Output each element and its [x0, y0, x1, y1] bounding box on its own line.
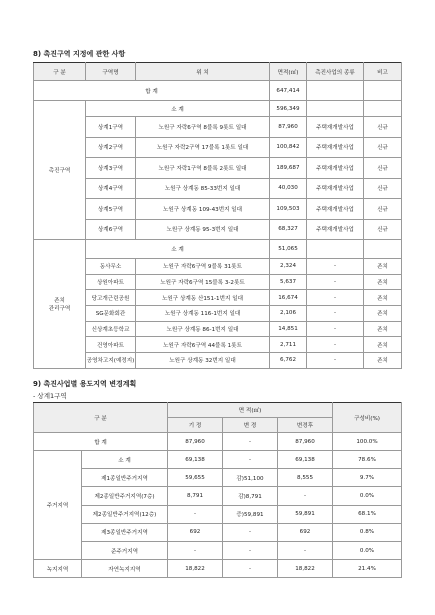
col-header-project-type: 촉진사업의 종류 — [307, 63, 364, 81]
zone-location: 노원구 상계동 85-33번지 일대 — [136, 178, 270, 199]
zone-type: - — [307, 259, 364, 275]
table-row — [34, 505, 402, 523]
group-name-line2: 관리구역 — [48, 305, 71, 312]
row-ratio: 0.0% — [333, 541, 402, 559]
col-header-category: 구 분 — [34, 403, 168, 433]
zone-area: 100,842 — [270, 137, 307, 158]
total-after: 87,960 — [278, 433, 333, 451]
row-label: 소 계 — [82, 451, 168, 469]
zone-name: 상계5구역 — [86, 199, 136, 220]
table-row — [34, 337, 402, 353]
zone-location: 노원구 상계동 86-1번지 일대 — [136, 321, 270, 337]
table-row — [34, 451, 402, 469]
zone-location: 노원구 자락6구역 15블록 3-2롯트 — [136, 274, 270, 290]
table-row — [34, 259, 402, 275]
row-after: 69,138 — [278, 451, 333, 469]
row-existing: 692 — [168, 523, 223, 541]
zone-area: 2,324 — [270, 259, 307, 275]
table-row — [34, 240, 402, 259]
zone-area: 189,687 — [270, 158, 307, 179]
subtotal-area: 51,065 — [270, 240, 307, 259]
table-row — [34, 178, 402, 199]
zone-type: 주택재개발사업 — [307, 178, 364, 199]
zone-area: 2,106 — [270, 306, 307, 322]
zone-name: 당고개근린공원 — [86, 290, 136, 306]
group-name: 녹지지역 — [34, 560, 82, 578]
row-existing: 69,138 — [168, 451, 223, 469]
zone-note: 존치 — [364, 337, 402, 353]
subtotal-label: 소 계 — [86, 101, 270, 117]
row-ratio: 0.8% — [333, 523, 402, 541]
zone-area: 14,851 — [270, 321, 307, 337]
zone-note: 존치 — [364, 321, 402, 337]
zone-area: 16,674 — [270, 290, 307, 306]
zone-name: 공영차고지(예정지) — [86, 353, 136, 369]
zone-name: 상계2구역 — [86, 137, 136, 158]
zone-location: 노원구 자락6구역 9블록 31롯트 — [136, 259, 270, 275]
zone-area: 87,960 — [270, 117, 307, 138]
zone-location: 노원구 자락6구역 44블록 1롯트 — [136, 337, 270, 353]
row-ratio: 68.1% — [333, 505, 402, 523]
zone-name: 상계6구역 — [86, 219, 136, 240]
zone-name: 동사무소 — [86, 259, 136, 275]
total-area: 647,414 — [270, 81, 307, 101]
zone-area: 40,030 — [270, 178, 307, 199]
row-ratio: 78.6% — [333, 451, 402, 469]
row-after: - — [278, 541, 333, 559]
col-header-after: 변경후 — [278, 418, 333, 433]
row-label: 제2종일반주거지역(7층) — [82, 487, 168, 505]
row-change: 감)8,791 — [223, 487, 278, 505]
table-row — [34, 219, 402, 240]
col-header-zone-name: 구역명 — [86, 63, 136, 81]
zone-type: 주택재개발사업 — [307, 219, 364, 240]
row-ratio: 0.0% — [333, 487, 402, 505]
table-row — [34, 487, 402, 505]
col-header-ratio: 구성비(%) — [333, 403, 402, 433]
table-row — [34, 117, 402, 138]
zone-location: 노원구 상계동 109-43번지 일대 — [136, 199, 270, 220]
zone-type: 주택재개발사업 — [307, 199, 364, 220]
row-change: - — [223, 541, 278, 559]
group-name-line1: 존치 — [54, 297, 65, 304]
zone-location: 노원구 자락6구역 8블록 9롯트 일대 — [136, 117, 270, 138]
zone-note: 존치 — [364, 306, 402, 322]
zone-area: 68,327 — [270, 219, 307, 240]
zone-type: - — [307, 306, 364, 322]
row-existing: - — [168, 541, 223, 559]
zone-name: 상원아파트 — [86, 274, 136, 290]
col-header-area: 면 적(㎡) — [168, 403, 333, 418]
zone-note: 존치 — [364, 353, 402, 369]
row-change: - — [223, 560, 278, 578]
subtotal-area: 596,349 — [270, 101, 307, 117]
row-change: 증)59,891 — [223, 505, 278, 523]
zone-note: 존치 — [364, 259, 402, 275]
zone-area: 6,762 — [270, 353, 307, 369]
section-9-title: 9) 촉진사업별 용도지역 변경계획 — [33, 380, 137, 388]
group-name: 주거지역 — [34, 451, 82, 560]
subtotal-label: 소 계 — [86, 240, 270, 259]
zone-name: 건영아파트 — [86, 337, 136, 353]
zone-type: - — [307, 353, 364, 369]
land-use-change-table — [33, 402, 402, 578]
zone-type: - — [307, 337, 364, 353]
zone-area: 109,503 — [270, 199, 307, 220]
table-row — [34, 274, 402, 290]
col-header-existing: 기 정 — [168, 418, 223, 433]
total-change: - — [223, 433, 278, 451]
row-existing: 59,655 — [168, 469, 223, 487]
zone-location: 노원구 자락2구역 17블록 1롯트 일대 — [136, 137, 270, 158]
col-header-location: 위 치 — [136, 63, 270, 81]
zone-type: 주택재개발사업 — [307, 158, 364, 179]
row-after: 692 — [278, 523, 333, 541]
row-label: 준주거지역 — [82, 541, 168, 559]
zone-note: 신규 — [364, 178, 402, 199]
table-row — [34, 306, 402, 322]
zone-type: - — [307, 290, 364, 306]
table-row — [34, 353, 402, 369]
zone-area: 2,711 — [270, 337, 307, 353]
zone-type: - — [307, 274, 364, 290]
zone-note: 신규 — [364, 158, 402, 179]
table-row — [34, 199, 402, 220]
group-name — [34, 240, 86, 369]
row-existing: 18,822 — [168, 560, 223, 578]
zone-note: 신규 — [364, 137, 402, 158]
section-8-title: 8) 촉진구역 지정에 관한 사항 — [33, 50, 126, 58]
zone-location: 노원구 상계동 32번지 일대 — [136, 353, 270, 369]
total-row — [34, 81, 402, 101]
zone-name: 상계4구역 — [86, 178, 136, 199]
row-after: 59,891 — [278, 505, 333, 523]
table-row — [34, 137, 402, 158]
zone-name: 상계3구역 — [86, 158, 136, 179]
table-row — [34, 158, 402, 179]
col-header-area: 면적(㎡) — [270, 63, 307, 81]
row-label: 제3종일반주거지역 — [82, 523, 168, 541]
zone-location: 노원구 상계동 95-3번지 일대 — [136, 219, 270, 240]
row-label: 제2종일반주거지역(12층) — [82, 505, 168, 523]
row-change: - — [223, 523, 278, 541]
row-change: - — [223, 451, 278, 469]
table-row — [34, 469, 402, 487]
table-row — [34, 541, 402, 559]
row-ratio: 9.7% — [333, 469, 402, 487]
row-ratio: 21.4% — [333, 560, 402, 578]
row-label: 제1종일반주거지역 — [82, 469, 168, 487]
zone-type: 주택재개발사업 — [307, 137, 364, 158]
row-after: - — [278, 487, 333, 505]
group-name: 촉진구역 — [34, 101, 86, 240]
total-ratio: 100.0% — [333, 433, 402, 451]
zone-note: 존치 — [364, 290, 402, 306]
zone-type: 주택재개발사업 — [307, 117, 364, 138]
zone-name: 상계1구역 — [86, 117, 136, 138]
row-change: 감)51,100 — [223, 469, 278, 487]
zone-note: 신규 — [364, 199, 402, 220]
total-label: 합 계 — [34, 433, 168, 451]
row-existing: - — [168, 505, 223, 523]
zone-name: SG문화회관 — [86, 306, 136, 322]
row-after: 18,822 — [278, 560, 333, 578]
table-row — [34, 523, 402, 541]
table-row — [34, 321, 402, 337]
table-row — [34, 560, 402, 578]
section-9-subtitle: - 상계1구역 — [33, 392, 67, 400]
zone-location: 노원구 자락1구역 8블록 2롯트 일대 — [136, 158, 270, 179]
col-header-category: 구 분 — [34, 63, 86, 81]
zone-note: 존치 — [364, 274, 402, 290]
total-row — [34, 433, 402, 451]
row-existing: 8,791 — [168, 487, 223, 505]
zone-note: 신규 — [364, 219, 402, 240]
table-row — [34, 290, 402, 306]
table-row — [34, 101, 402, 117]
zone-type: - — [307, 321, 364, 337]
total-label: 합 계 — [34, 81, 270, 101]
row-label: 자연녹지지역 — [82, 560, 168, 578]
col-header-note: 비고 — [364, 63, 402, 81]
row-after: 8,555 — [278, 469, 333, 487]
zone-name: 신상계초등학교 — [86, 321, 136, 337]
zone-designation-table — [33, 62, 402, 369]
col-header-change: 변 경 — [223, 418, 278, 433]
zone-location: 노원구 상계동 산151-1번지 일대 — [136, 290, 270, 306]
zone-note: 신규 — [364, 117, 402, 138]
total-existing: 87,960 — [168, 433, 223, 451]
zone-area: 5,637 — [270, 274, 307, 290]
zone-location: 노원구 상계동 116-1번지 일대 — [136, 306, 270, 322]
